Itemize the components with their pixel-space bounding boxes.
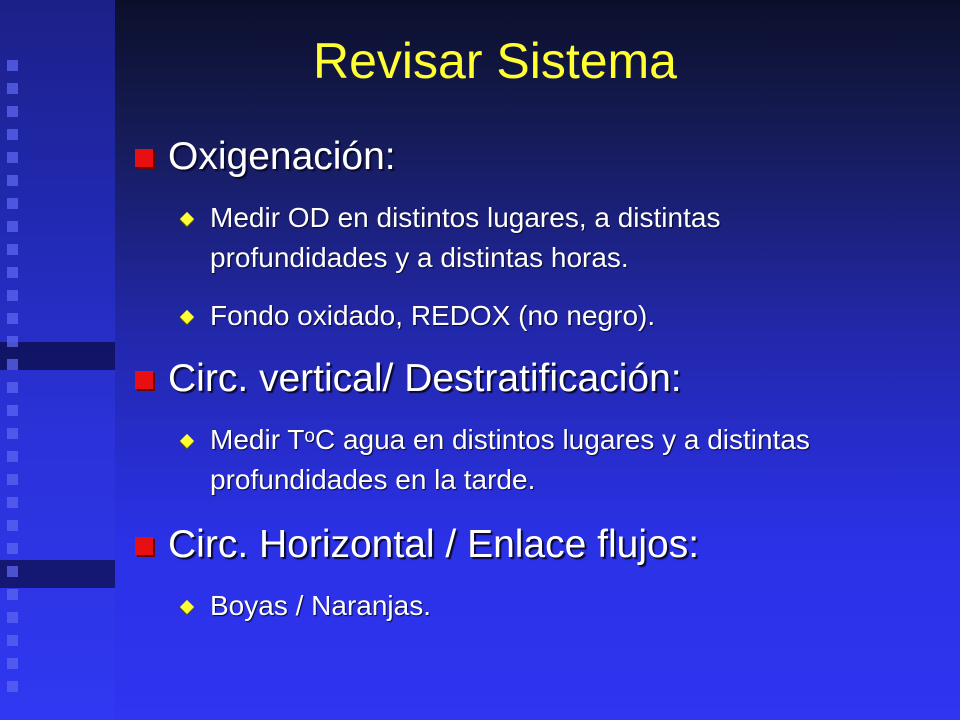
decorative-square <box>7 474 18 485</box>
decorative-square <box>7 60 18 71</box>
decorative-square <box>7 336 18 347</box>
decorative-square <box>7 520 18 531</box>
decorative-square <box>7 635 18 646</box>
decorative-square <box>7 198 18 209</box>
section-heading-text: Oxigenación: <box>168 135 396 178</box>
decorative-square <box>7 313 18 324</box>
text-part: Medir T <box>210 424 305 455</box>
decorative-square <box>7 106 18 117</box>
list-item <box>180 420 880 500</box>
decorative-square <box>7 244 18 255</box>
diamond-bullet-icon <box>180 434 194 448</box>
diamond-bullet-icon <box>180 600 194 614</box>
square-bullet-icon <box>135 537 153 555</box>
decorative-square <box>7 359 18 370</box>
decorative-squares <box>7 60 23 704</box>
decorative-square <box>7 83 18 94</box>
square-bullet-icon <box>135 149 153 167</box>
section-heading-text: Circ. Horizontal / Enlace flujos: <box>168 523 700 566</box>
decorative-square <box>7 382 18 393</box>
decorative-square <box>7 543 18 554</box>
decorative-square <box>7 566 18 577</box>
text-part: C agua en distintos lugares y a distintas profundidades en la tarde. <box>210 424 810 495</box>
decorative-square <box>7 405 18 416</box>
decorative-square <box>7 152 18 163</box>
left-decorative-band <box>0 0 115 720</box>
decorative-square <box>7 129 18 140</box>
decorative-square <box>7 428 18 439</box>
list-item-text: Boyas / Naranjas. <box>210 590 431 621</box>
decorative-square <box>7 175 18 186</box>
decorative-square <box>7 290 18 301</box>
list-item-text: Fondo oxidado, REDOX (no negro). <box>210 300 656 331</box>
list-item-text <box>210 420 880 500</box>
decorative-square <box>7 612 18 623</box>
list-item-text: Medir OD en distintos lugares, a distintas profundidades y a distintas horas. <box>210 202 721 273</box>
decorative-square <box>7 451 18 462</box>
square-bullet-icon <box>135 371 153 389</box>
decorative-square <box>7 589 18 600</box>
section-heading-text: Circ. vertical/ Destratificación: <box>168 357 682 400</box>
decorative-square <box>7 497 18 508</box>
list-item <box>180 586 880 626</box>
list-item <box>180 296 880 336</box>
slide-title: Revisar Sistema <box>313 33 677 89</box>
diamond-bullet-icon <box>180 212 194 226</box>
list-item <box>180 198 880 278</box>
decorative-square <box>7 221 18 232</box>
decorative-square <box>7 267 18 278</box>
superscript-degree: o <box>304 426 315 447</box>
decorative-square <box>7 681 18 692</box>
decorative-square <box>7 658 18 669</box>
diamond-bullet-icon <box>180 310 194 324</box>
